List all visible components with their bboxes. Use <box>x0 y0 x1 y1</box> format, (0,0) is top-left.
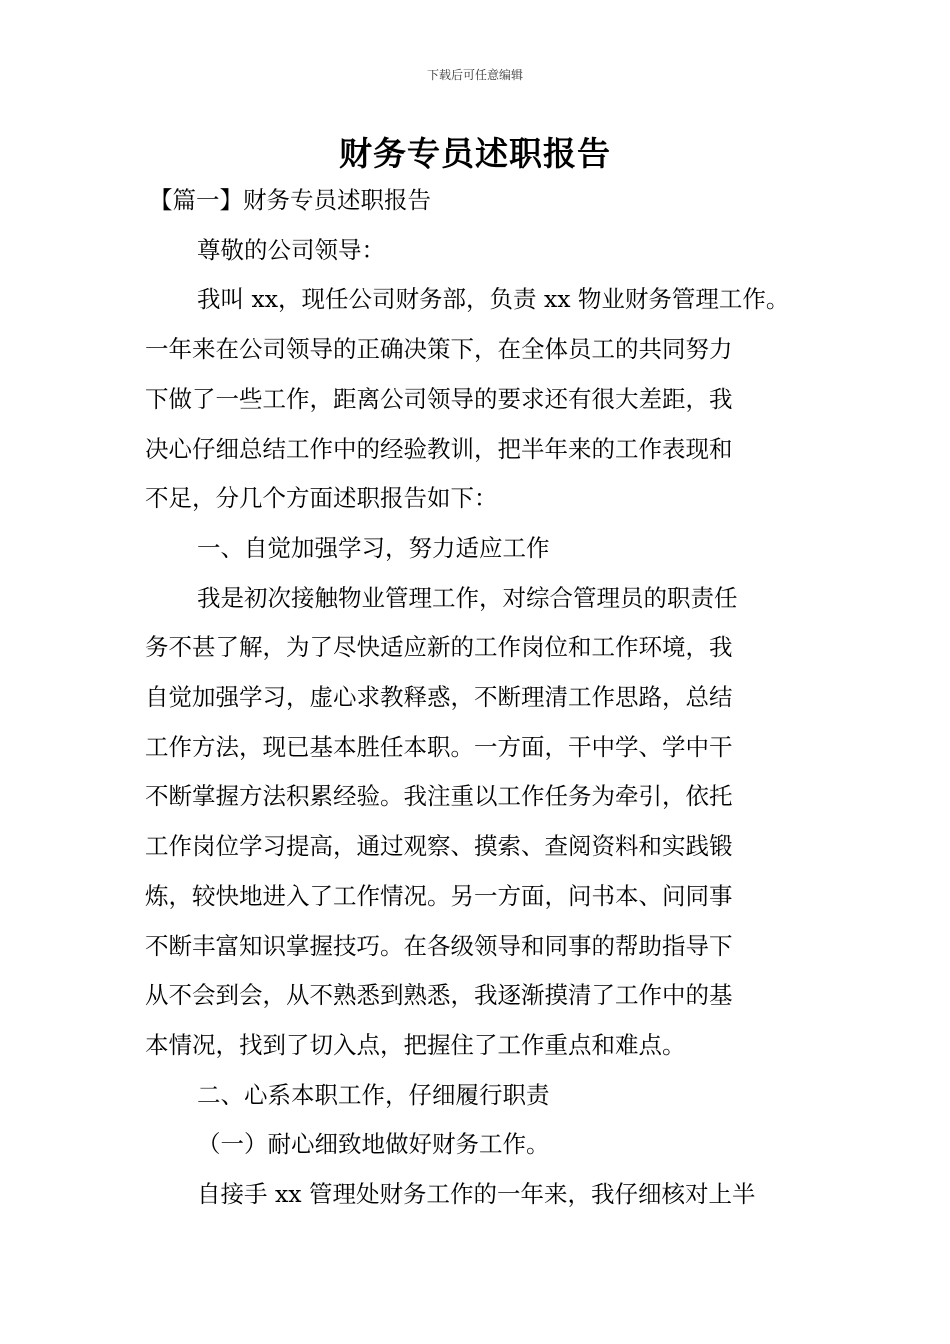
paragraph-line: 我是初次接触物业管理工作，对综合管理员的职责任 <box>197 583 738 612</box>
paragraph-line: 自接手 xx 管理处财务工作的一年来，我仔细核对上半 <box>197 1180 756 1209</box>
paragraph-line: 一年来在公司领导的正确决策下，在全体员工的共同努力 <box>145 335 733 364</box>
document-title: 财务专员述职报告 <box>339 134 611 173</box>
paragraph-line: 务不甚了解，为了尽快适应新的工作岗位和工作环境，我 <box>145 633 733 662</box>
paragraph-line: 工作方法，现已基本胜任本职。一方面，干中学、学中干 <box>145 732 733 761</box>
paragraph-line: 下做了一些工作，距离公司领导的要求还有很大差距，我 <box>145 384 733 413</box>
paragraph-line: 从不会到会，从不熟悉到熟悉，我逐渐摸清了工作中的基 <box>145 981 733 1010</box>
paragraph-line: 工作岗位学习提高，通过观察、摸索、查阅资料和实践锻 <box>145 832 733 861</box>
paragraph-line: 不断掌握方法积累经验。我注重以工作任务为牵引，依托 <box>145 782 733 811</box>
paragraph-line: 自觉加强学习，虚心求教释惑，不断理清工作思路，总结 <box>145 683 733 712</box>
salutation: 尊敬的公司领导： <box>197 235 385 264</box>
section-heading: 【篇一】财务专员述职报告 <box>149 186 431 214</box>
page-header: 下载后可任意编辑 <box>426 68 523 82</box>
subsection-heading: 二、心系本职工作，仔细履行职责 <box>197 1080 550 1109</box>
paragraph-line: 不断丰富知识掌握技巧。在各级领导和同事的帮助指导下 <box>145 931 733 960</box>
paragraph-line: 炼，较快地进入了工作情况。另一方面，问书本、问同事 <box>145 881 733 910</box>
paragraph-line: 我叫 xx，现任公司财务部，负责 xx 物业财务管理工作。 <box>197 285 790 314</box>
paragraph-line: 不足，分几个方面述职报告如下： <box>145 484 498 513</box>
document-body <box>145 176 815 1220</box>
paragraph-line: 决心仔细总结工作中的经验教训，把半年来的工作表现和 <box>145 434 733 463</box>
subsection-heading: 一、自觉加强学习，努力适应工作 <box>197 533 550 562</box>
sub-subsection-heading: （一）耐心细致地做好财务工作。 <box>197 1130 550 1159</box>
paragraph-line: 本情况，找到了切入点，把握住了工作重点和难点。 <box>145 1030 686 1059</box>
